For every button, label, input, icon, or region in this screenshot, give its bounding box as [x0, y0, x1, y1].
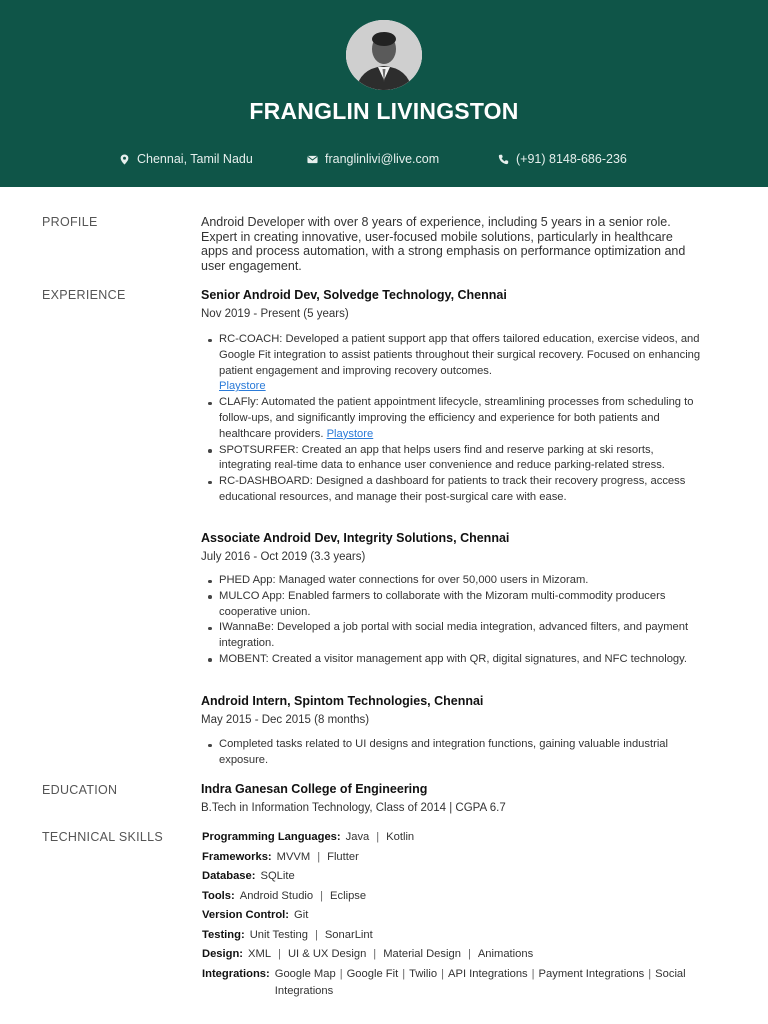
skill-row [202, 907, 712, 924]
skill-category: Testing: [202, 929, 245, 941]
skill-category: Frameworks: [202, 851, 272, 863]
skill-value: Flutter [327, 851, 359, 863]
section-label-profile: PROFILE [42, 215, 98, 229]
skill-value: XML [248, 948, 272, 960]
list-item [201, 474, 706, 506]
separator: | [278, 948, 281, 960]
list-item [201, 589, 706, 621]
skill-row [202, 966, 712, 999]
skill-category: Programming Languages: [202, 831, 341, 843]
separator: | [402, 968, 406, 980]
separator: | [531, 968, 535, 980]
email-text[interactable]: franglinlivi@live.com [325, 152, 440, 166]
skill-value: Google Fit [346, 968, 399, 980]
skill-category: Integrations: [202, 968, 270, 980]
job-bullets [201, 332, 706, 506]
section-label-education: EDUCATION [42, 783, 118, 797]
separator: | [339, 968, 343, 980]
list-item [201, 737, 706, 769]
skill-row [202, 868, 712, 885]
bullet-text: CLAFly: Automated the patient appointment lifecycle, streamlining processes from scheduling to follow-ups, and significantly improving the efficiency and experience for both patients and healthcare providers. [219, 396, 694, 440]
bullet-text: IWannaBe: Developed a job portal with social media integration, advanced filters, and payment integration. [219, 621, 689, 650]
job-date: May 2015 - Dec 2015 (8 months) [201, 714, 370, 726]
phone-icon [498, 154, 509, 165]
avatar-portrait-icon [346, 20, 422, 90]
skill-value: Kotlin [386, 831, 415, 843]
skill-value: Unit Testing [249, 929, 308, 941]
resume-header [0, 0, 768, 187]
skill-values [248, 946, 712, 963]
separator: | [376, 831, 380, 843]
list-item [201, 652, 706, 668]
bullet-text: MOBENT: Created a visitor management app with QR, digital signatures, and NFC technology. [219, 652, 688, 665]
skill-value: Material Design [383, 948, 461, 960]
email-icon [307, 154, 318, 165]
skill-value: Java [345, 831, 370, 843]
skill-values [260, 868, 712, 885]
skill-category: Design: [202, 948, 244, 960]
job-date: July 2016 - Oct 2019 (3.3 years) [201, 551, 366, 563]
bullet-text: RC-DASHBOARD: Designed a dashboard for patients to track their recovery progress, access educational resources, and manage their post-surgical care with ease. [219, 475, 686, 503]
contact-phone[interactable] [498, 151, 627, 167]
skill-value: SonarLint [324, 929, 373, 941]
job-title: Android Intern, Spintom Technologies, Chennai [201, 694, 484, 708]
separator: | [648, 968, 652, 980]
location-pin-icon [119, 154, 130, 165]
playstore-link[interactable]: Playstore [326, 427, 374, 440]
bullet-text: PHED App: Managed water connections for over 50,000 users in Mizoram. [219, 574, 589, 586]
skill-row [202, 946, 712, 963]
bullet-text: RC-COACH: Developed a patient support app that offers tailored education, exercise videos, and Google Fit integration to assist patients throughout their surgical recovery. Focused on enhancing patient engagement and improving recovery outcomes. [219, 333, 701, 377]
separator: | [314, 929, 318, 941]
list-item [201, 395, 706, 442]
skill-values [346, 829, 712, 846]
skill-category: Version Control: [202, 909, 290, 921]
skill-value: Android Studio [239, 890, 314, 902]
skill-value: Google Map [274, 968, 336, 980]
skill-value: Eclipse [330, 890, 367, 902]
bullet-text: SPOTSURFER: Created an app that helps users find and reserve parking at ski resorts, integrating real-time data to enhance user convenience and reduce parking-related stress. [219, 443, 665, 472]
skill-row [202, 927, 712, 944]
skill-value: UI & UX Design [287, 948, 367, 960]
bullet-text: MULCO App: Enabled farmers to collaborate with the Mizoram multi-commodity producers cooperative union. [219, 589, 666, 618]
skill-value: Animations [477, 948, 534, 960]
skill-value: Git [294, 909, 309, 921]
job-title: Senior Android Dev, Solvedge Technology, Chennai [201, 288, 507, 302]
section-label-skills: TECHNICAL SKILLS [42, 830, 164, 844]
job-date: Nov 2019 - Present (5 years) [201, 308, 349, 320]
skill-value: MVVM [276, 851, 311, 863]
skill-values [277, 849, 712, 866]
skill-values [240, 888, 712, 905]
skill-values [275, 966, 712, 999]
skill-row [202, 888, 712, 905]
profile-summary: Android Developer with over 8 years of experience, including 5 years in a senior role. Expert in creating innovative, user-focused mobile solutions, particularly in healthcare apps and process automation, with a strong emphasis on performance optimization and user engagement. [201, 215, 686, 274]
skill-values [294, 907, 712, 924]
separator: | [317, 851, 321, 863]
candidate-name: FRANGLIN LIVINGSTON [249, 98, 519, 124]
contact-location [119, 151, 253, 167]
separator: | [441, 968, 445, 980]
job-title: Associate Android Dev, Integrity Solutions, Chennai [201, 531, 510, 545]
location-text: Chennai, Tamil Nadu [137, 152, 253, 166]
skill-value: SQLite [260, 870, 295, 882]
skill-value: Social Integrations [274, 968, 686, 997]
separator: | [467, 948, 471, 960]
section-label-experience: EXPERIENCE [42, 288, 126, 302]
separator: | [320, 890, 324, 902]
profile-photo [346, 20, 422, 90]
skill-category: Tools: [202, 890, 235, 902]
skill-row [202, 849, 712, 866]
skill-row [202, 829, 712, 846]
phone-text[interactable]: (+91) 8148-686-236 [516, 152, 627, 166]
education-detail: B.Tech in Information Technology, Class of 2014 | CGPA 6.7 [201, 802, 506, 814]
skill-value: Payment Integrations [538, 968, 645, 980]
skill-values [250, 927, 712, 944]
skill-category: Database: [202, 870, 256, 882]
bullet-text: Completed tasks related to UI designs and integration functions, gaining valuable industrial exposure. [219, 738, 669, 766]
education-school: Indra Ganesan College of Engineering [201, 782, 428, 796]
skill-value: API Integrations [448, 968, 528, 980]
job-bullets [201, 737, 706, 769]
skill-value: Twilio [409, 968, 438, 980]
list-item [201, 443, 706, 475]
list-item [201, 332, 706, 395]
job-bullets [201, 573, 706, 668]
list-item [201, 573, 706, 589]
contact-email[interactable] [307, 151, 439, 167]
playstore-link[interactable]: Playstore [219, 380, 266, 393]
separator: | [373, 948, 377, 960]
list-item [201, 620, 706, 652]
